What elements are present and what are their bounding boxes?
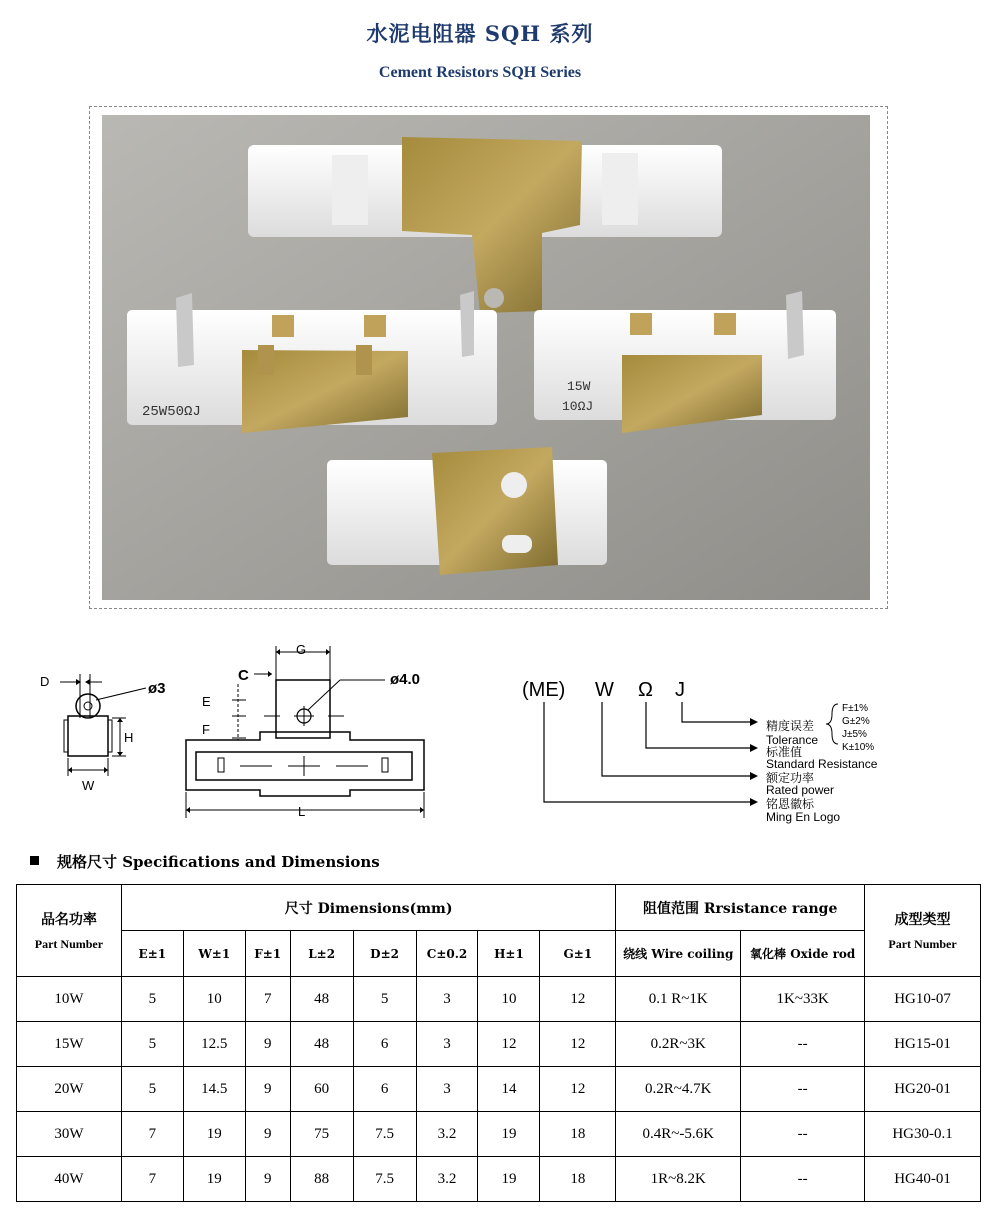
l-label: L [298, 804, 306, 819]
part-header: 品名功率 Part Number [17, 885, 122, 977]
table-row: 40W 7 19 9 88 7.5 3.2 19 18 1R~8.2K -- HG40-01 [17, 1157, 981, 1202]
type-header: 成型类型 Part Number [865, 885, 981, 977]
tolerance-option-j: J±5% [842, 729, 867, 740]
code-power: W [595, 679, 614, 701]
page-subtitle: Cement Resistors SQH Series [378, 64, 582, 81]
d-label: D [40, 674, 50, 689]
logo-label-cn: 铭恩徽标 [766, 797, 815, 811]
code-logo: (ME) [522, 679, 566, 701]
product-photo [102, 115, 870, 600]
svg-text:25W50ΩJ: 25W50ΩJ [142, 404, 201, 420]
standard-label-cn: 标准值 [766, 745, 803, 759]
tolerance-label-en: Tolerance [766, 733, 819, 747]
page-title: 水泥电阻器 SQH 系列 [366, 21, 594, 46]
power-label-cn: 额定功率 [766, 771, 815, 785]
phi4-label: ø4.0 [390, 671, 421, 688]
part-code-diagram [520, 668, 920, 828]
dim-col-g: G±1 [540, 931, 616, 977]
standard-label-en: Standard Resistance [766, 757, 878, 771]
spec-table [16, 884, 981, 1202]
c-label: C [238, 667, 249, 684]
side-view-drawing [30, 660, 190, 800]
table-row: 30W 7 19 9 75 7.5 3.2 19 18 0.4R~-5.6K -- HG30-0.1 [17, 1112, 981, 1157]
table-row: 10W 5 10 7 48 5 3 10 12 0.1 R~1K 1K~33K HG10-07 [17, 977, 981, 1022]
dimensions-header: 尺寸 Dimensions(mm) [121, 885, 615, 931]
table-row: 20W 5 14.5 9 60 6 3 14 12 0.2R~4.7K -- HG20-01 [17, 1067, 981, 1112]
tolerance-option-f: F±1% [842, 703, 869, 714]
code-tolerance: J [675, 679, 685, 701]
tolerance-label-cn: 精度误差 [766, 719, 815, 733]
front-view-drawing [180, 640, 450, 825]
section-heading-text: 规格尺寸 Specifications and Dimensions [57, 853, 380, 871]
range-col-wire: 绕线 Wire coiling [616, 931, 741, 977]
square-bullet-icon [30, 856, 39, 865]
dim-col-c: C±0.2 [416, 931, 478, 977]
tolerance-option-g: G±2% [842, 716, 870, 727]
tolerance-option-k: K±10% [842, 742, 875, 753]
svg-text:10ΩJ: 10ΩJ [562, 399, 594, 414]
section-heading [30, 851, 380, 872]
power-label-en: Rated power [766, 783, 835, 797]
dim-col-e: E±1 [121, 931, 183, 977]
svg-text:15W: 15W [567, 379, 591, 394]
h-label: H [124, 730, 134, 745]
logo-label-en: Ming En Logo [766, 810, 841, 824]
dim-col-h: H±1 [478, 931, 540, 977]
phi3-label: ø3 [148, 680, 166, 697]
range-col-oxide: 氧化棒 Oxide rod [741, 931, 865, 977]
code-resistance: Ω [638, 679, 653, 701]
dim-col-d: D±2 [353, 931, 416, 977]
dim-col-w: W±1 [183, 931, 245, 977]
f-label: F [202, 722, 210, 737]
range-header: 阻值范围 Rrsistance range [616, 885, 865, 931]
dim-col-l: L±2 [290, 931, 353, 977]
g-label: G [296, 642, 307, 657]
table-row: 15W 5 12.5 9 48 6 3 12 12 0.2R~3K -- HG15-01 [17, 1022, 981, 1067]
e-label: E [202, 694, 211, 709]
dim-col-f: F±1 [245, 931, 290, 977]
w-label: W [82, 778, 95, 793]
